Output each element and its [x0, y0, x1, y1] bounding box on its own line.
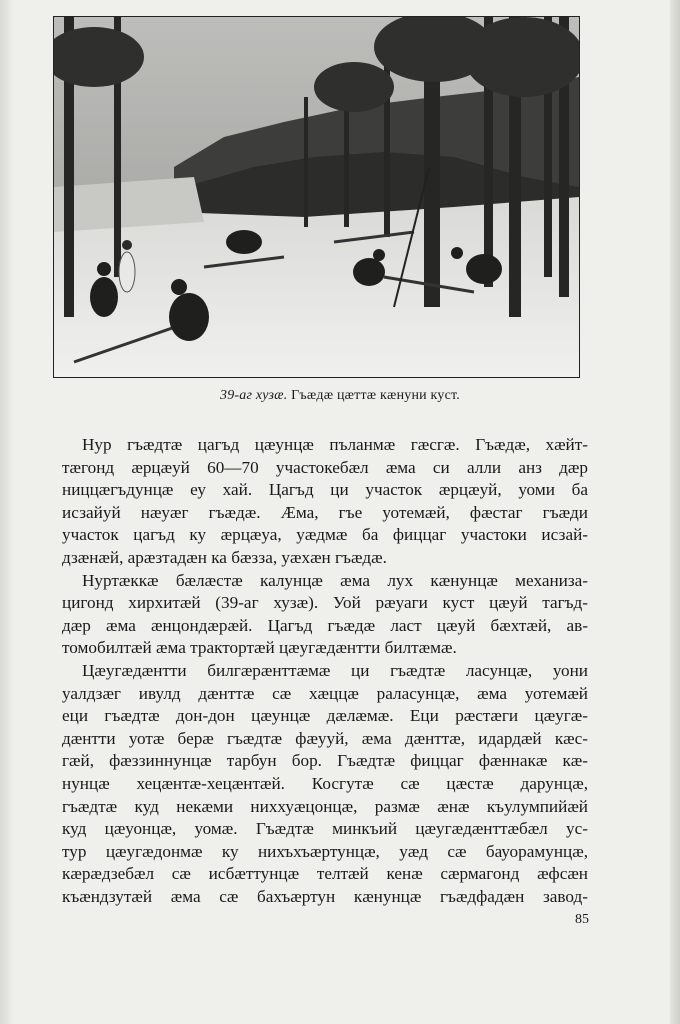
text-line: гъæдтæ куд некæми ниххуæцонцæ, размæ æнæ къулумпийæй	[62, 796, 588, 816]
paragraph	[62, 434, 588, 570]
text-line: еци гъæдтæ дон-дон цæунцæ дæлæмæ. Еци рæстæги цæугæ-	[62, 706, 588, 726]
body-text	[62, 434, 588, 908]
text-line: дæнтти уотæ берæ гъæдтæ фæууй, æма дæнттæ, идардæй кæс-	[62, 728, 588, 748]
figure-caption	[0, 388, 680, 404]
text-line: дзæнæй, арæзтадæн ка бæзза, уæхæн гъæдæ.	[62, 547, 387, 567]
text-line: уалдзæг ивулд дæнттæ сæ хæццæ раласунцæ, æма уотемæй	[62, 683, 588, 703]
text-line: ниццæгъдунцæ еу хай. Цагъд ци участок æрцæуй, уоми ба	[62, 480, 588, 500]
forest-logging-illustration	[53, 16, 580, 378]
text-line: участок цагъд ку æрцæуа, уæдмæ ба фиццаг участоки исзай-	[62, 525, 588, 545]
figure-number: 39-аг хузæ.	[220, 388, 288, 403]
text-line: Нуртæккæ бæлæстæ калунцæ æма лух кæнунцæ механиза-	[82, 570, 588, 590]
paragraph	[62, 660, 588, 909]
text-line: тур цæугæдонмæ ку нихъхъæртунцæ, уæд сæ бауорамунцæ,	[62, 841, 588, 861]
paragraph	[62, 570, 588, 660]
text-line: кæрæдзебæл сæ исбæттунцæ телтæй кенæ сæрмагонд æфсæн	[62, 864, 588, 884]
page-shadow	[0, 0, 14, 1024]
text-line: томобилтæй æма трактортæй цæугæдæнтти билтæмæ.	[62, 638, 457, 658]
text-line: гæй, фæззиннунцæ тарбун бор. Гъæдтæ фиццаг фæннакæ кæ-	[62, 751, 588, 771]
text-line: къæндзутæй æма сæ бахъæртун кæнунцæ гъæдфадæн завод-	[62, 886, 588, 906]
text-line: цигонд хирхитæй (39-аг хузæ). Уой рæуаги куст цæуй тагъд-	[62, 593, 588, 613]
text-line: исзайуй нæуæг гъæдæ. Æма, гъе уотемæй, фæстаг гъæди	[62, 502, 588, 522]
text-line: нунцæ хецæнтæ-хецæнтæй. Косгутæ сæ цæстæ дарунцæ,	[62, 773, 588, 793]
text-line: Нур гъæдтæ цагъд цæунцæ пъланмæ гæсгæ. Гъæдæ, хæйт-	[82, 435, 588, 454]
page-number: 85	[575, 912, 589, 927]
text-line: тæгонд æрцæуй 60—70 участокебæл æма си алли анз дæр	[62, 457, 588, 477]
page-edge	[670, 0, 680, 1024]
text-line: куд цæуонцæ, уомæ. Гъæдтæ минкъий цæугæдæнттæбæл ус-	[62, 819, 588, 839]
caption-text: Гъæдæ цæттæ кæнуни куст.	[291, 388, 460, 403]
text-line: Цæугæдæнтти билгæрæнттæмæ ци гъæдтæ ласунцæ, уони	[82, 660, 588, 680]
text-line: дæр æма æнцондæрæй. Цагъд гъæдæ ласт цæуй бæхтæй, ав-	[62, 615, 588, 635]
